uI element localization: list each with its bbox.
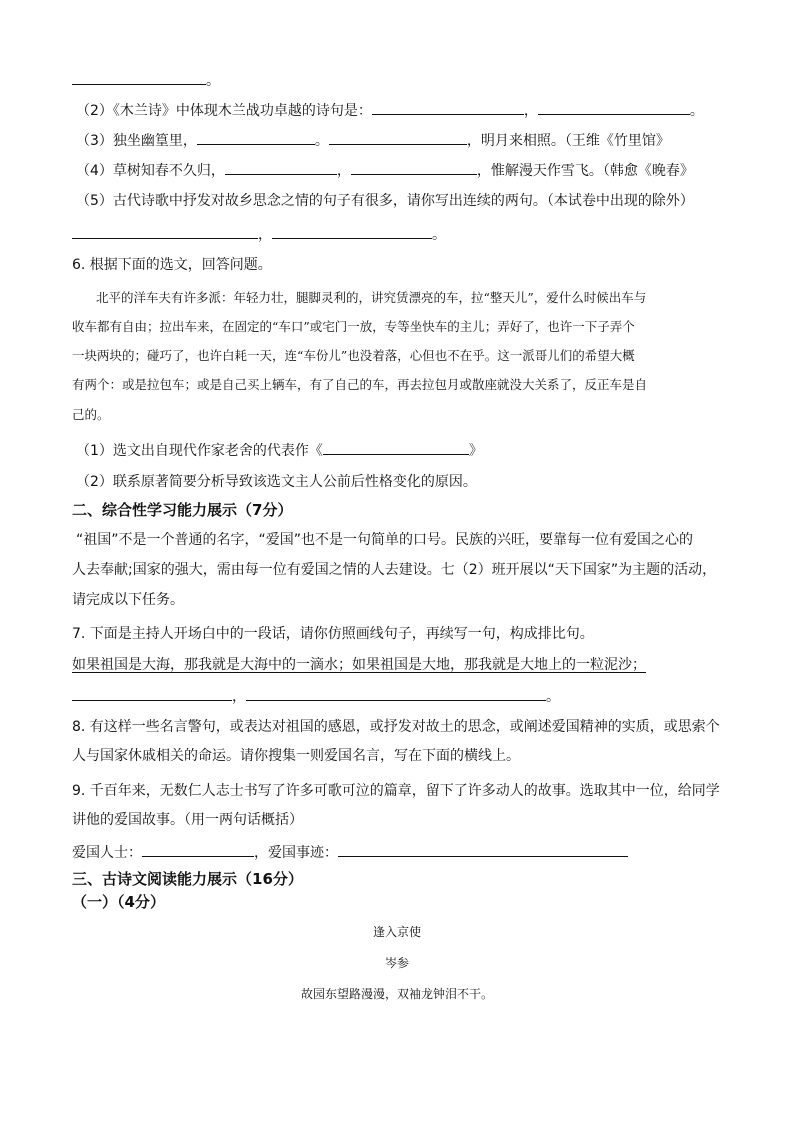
question-2: （2）《木兰诗》中体现木兰战功卓越的诗句是： ， 。 — [76, 100, 704, 121]
question-7-answer: ， 。 — [72, 686, 560, 707]
question-7: 7. 下面是主持人开场白中的一段话，请你仿照画线句子，再续写一句，构成排比句。 — [72, 626, 594, 642]
poem-line: 故园东望路漫漫，双袖龙钟泪不干。 — [300, 987, 493, 1001]
intro-line: “祖国”不是一个普通的名字，“爱国”也不是一句简单的口号。民族的兴旺，要靠每一位有爱国之心的 — [76, 532, 694, 548]
answer-blank[interactable] — [351, 160, 477, 175]
intro-line: 人去奉献;国家的强大，需由每一位有爱国之情的人去建设。七（2）班开展以“天下国家”为主题的活动， — [72, 562, 717, 578]
question-6-2: （2）联系原著简要分析导致该选文主人公前后性格变化的原因。 — [76, 474, 477, 490]
section-2-heading: 二、综合性学习能力展示（7分） — [72, 501, 293, 519]
answer-blank[interactable] — [272, 224, 432, 239]
answer-blank[interactable] — [246, 686, 546, 701]
question-8: 8. 有这样一些名言警句，或表达对祖国的感恩，或抒发对故土的思念，或阐述爱国精神的实质，或思索个 — [72, 719, 720, 735]
answer-blank[interactable] — [329, 130, 467, 145]
question-5: （5）古代诗歌中抒发对故乡思念之情的句子有很多，请你写出连续的两句。（本试卷中出现的除外） — [76, 193, 694, 209]
section-3-heading: 三、古诗文阅读能力展示（16分） — [72, 870, 303, 888]
question-8-cont: 人与国家休戚相关的命运。请你搜集一则爱国名言，写在下面的横线上。 — [72, 748, 520, 764]
question-5-answer: ， 。 — [72, 224, 446, 245]
passage-line: 北平的洋车夫有许多派：年轻力壮，腿脚灵利的，讲究赁漂亮的车，拉“整天儿”，爱什么时候出车与 — [96, 290, 647, 305]
passage-line: 有两个：或是拉包车；或是自己买上辆车，有了自己的车，再去拉包月或散座就没大关系了，反正车是自 — [72, 377, 648, 392]
poem-title: 逢入京使 — [372, 925, 421, 939]
answer-blank[interactable] — [72, 686, 232, 701]
passage-line: 收车都有自由；拉出车来，在固定的“车口”或宅门一放，专等坐快车的主儿；弄好了，也许一下子弄个 — [72, 319, 635, 334]
underlined-sentence: 如果祖国是大海，那我就是大海中的一滴水；如果祖国是大地，那我就是大地上的一粒泥沙； — [72, 657, 646, 673]
question-9-cont: 讲他的爱国故事。（用一两句话概括） — [72, 812, 303, 828]
answer-blank[interactable] — [72, 70, 206, 85]
question-3: （3）独坐幽篁里， 。 ，明月来相照。（王维《竹里馆》 — [76, 130, 670, 151]
answer-blank[interactable] — [538, 100, 690, 115]
question-6: 6. 根据下面的选文，回答问题。 — [72, 257, 272, 273]
question-9-answer: 爱国人士： ，爱国事迹： — [72, 842, 628, 863]
answer-blank[interactable] — [323, 440, 469, 455]
answer-blank[interactable] — [197, 130, 315, 145]
answer-blank[interactable] — [72, 224, 258, 239]
poem-author: 岑参 — [384, 956, 409, 970]
intro-line: 请完成以下任务。 — [72, 592, 184, 608]
question-9: 9. 千百年来，无数仁人志士书写了许多可歌可泣的篇章，留下了许多动人的故事。选取其中一位，给同学 — [72, 783, 720, 799]
answer-blank[interactable] — [372, 100, 524, 115]
question-4: （4）草树知春不久归， ， ，惟解漫天作雪飞。（韩愈《晚春》 — [76, 160, 694, 181]
passage-line: 一块两块的；碰巧了，也许白耗一天，连“车份儿”也没着落，心但也不在乎。这一派哥儿们的希望大概 — [72, 348, 635, 363]
subsection-1-heading: （一）（4分） — [72, 893, 165, 911]
passage-line: 己的。 — [72, 407, 110, 422]
answer-line-continuation: 。 — [72, 70, 220, 91]
question-6-1: （1）选文出自现代作家老舍的代表作《 》 — [76, 440, 483, 461]
patriot-story-blank[interactable] — [338, 842, 628, 857]
patriot-name-blank[interactable] — [142, 842, 254, 857]
answer-blank[interactable] — [225, 160, 337, 175]
